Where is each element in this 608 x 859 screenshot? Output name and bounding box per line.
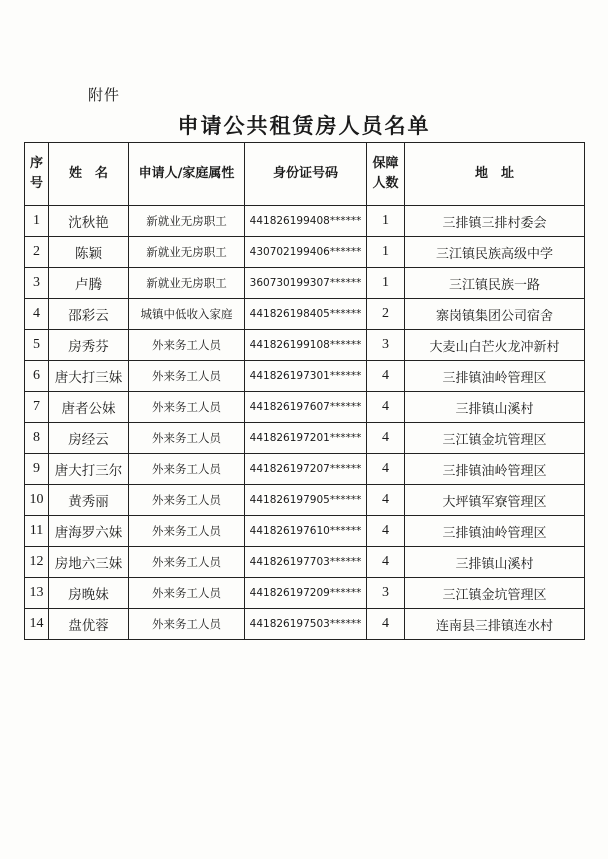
cell-address: 三江镇民族一路 — [405, 268, 585, 299]
cell-name: 房秀芬 — [49, 330, 129, 361]
cell-serial: 8 — [25, 423, 49, 454]
cell-serial: 4 — [25, 299, 49, 330]
cell-name: 卢腾 — [49, 268, 129, 299]
cell-count: 3 — [367, 578, 405, 609]
cell-attribute: 外来务工人员 — [129, 392, 245, 423]
cell-name: 房晚妹 — [49, 578, 129, 609]
table-body — [25, 206, 585, 640]
table-row — [25, 330, 585, 361]
cell-serial: 1 — [25, 206, 49, 237]
cell-count: 4 — [367, 361, 405, 392]
cell-address: 寨岗镇集团公司宿舍 — [405, 299, 585, 330]
cell-attribute: 外来务工人员 — [129, 361, 245, 392]
cell-name: 盘优蓉 — [49, 609, 129, 640]
cell-name: 唐大打三尔 — [49, 454, 129, 485]
cell-attribute: 外来务工人员 — [129, 609, 245, 640]
cell-attribute: 外来务工人员 — [129, 485, 245, 516]
table-row — [25, 516, 585, 547]
header-count-line1: 保障 — [372, 155, 399, 171]
cell-serial: 12 — [25, 547, 49, 578]
cell-attribute: 外来务工人员 — [129, 423, 245, 454]
cell-id-number: 441826197209****** — [245, 578, 367, 609]
cell-count: 4 — [367, 423, 405, 454]
header-attribute: 申请人/家庭属性 — [129, 143, 245, 206]
header-serial-line1: 序 — [29, 155, 43, 171]
cell-count: 4 — [367, 609, 405, 640]
table-row — [25, 578, 585, 609]
table-row — [25, 268, 585, 299]
cell-address: 三江镇民族高级中学 — [405, 237, 585, 268]
table-row — [25, 454, 585, 485]
cell-id-number: 360730199307****** — [245, 268, 367, 299]
cell-name: 邵彩云 — [49, 299, 129, 330]
cell-id-number: 441826197610****** — [245, 516, 367, 547]
cell-attribute: 外来务工人员 — [129, 578, 245, 609]
header-count — [367, 143, 405, 206]
cell-address: 三江镇金坑管理区 — [405, 578, 585, 609]
cell-count: 4 — [367, 547, 405, 578]
cell-attribute: 外来务工人员 — [129, 547, 245, 578]
cell-address: 三排镇油岭管理区 — [405, 361, 585, 392]
cell-attribute: 外来务工人员 — [129, 516, 245, 547]
cell-serial: 9 — [25, 454, 49, 485]
cell-id-number: 441826197703****** — [245, 547, 367, 578]
cell-id-number: 441826199408****** — [245, 206, 367, 237]
cell-count: 2 — [367, 299, 405, 330]
cell-address: 大坪镇军寮管理区 — [405, 485, 585, 516]
cell-address: 大麦山白芒火龙冲新村 — [405, 330, 585, 361]
cell-name: 黄秀丽 — [49, 485, 129, 516]
cell-id-number: 441826197503****** — [245, 609, 367, 640]
header-serial — [25, 143, 49, 206]
cell-serial: 6 — [25, 361, 49, 392]
table-header — [25, 143, 585, 206]
cell-address: 三排镇山溪村 — [405, 392, 585, 423]
cell-attribute: 外来务工人员 — [129, 454, 245, 485]
cell-count: 3 — [367, 330, 405, 361]
cell-name: 房地六三妹 — [49, 547, 129, 578]
cell-serial: 11 — [25, 516, 49, 547]
cell-address: 三排镇油岭管理区 — [405, 516, 585, 547]
cell-serial: 13 — [25, 578, 49, 609]
cell-name: 沈秋艳 — [49, 206, 129, 237]
cell-address: 三排镇三排村委会 — [405, 206, 585, 237]
applicant-table — [24, 142, 585, 640]
cell-attribute: 外来务工人员 — [129, 330, 245, 361]
cell-name: 唐大打三妹 — [49, 361, 129, 392]
cell-id-number: 441826197905****** — [245, 485, 367, 516]
table-row — [25, 485, 585, 516]
cell-id-number: 441826198405****** — [245, 299, 367, 330]
cell-serial: 10 — [25, 485, 49, 516]
cell-id-number: 441826197301****** — [245, 361, 367, 392]
cell-serial: 3 — [25, 268, 49, 299]
page-title: 申请公共租赁房人员名单 — [177, 113, 431, 138]
cell-count: 4 — [367, 454, 405, 485]
cell-id-number: 441826199108****** — [245, 330, 367, 361]
table-row — [25, 392, 585, 423]
cell-address: 三江镇金坑管理区 — [405, 423, 585, 454]
cell-name: 陈颖 — [49, 237, 129, 268]
cell-serial: 5 — [25, 330, 49, 361]
cell-id-number: 441826197607****** — [245, 392, 367, 423]
header-id-number: 身份证号码 — [245, 143, 367, 206]
header-address: 地 址 — [405, 143, 585, 206]
header-row — [25, 143, 585, 206]
cell-id-number: 441826197207****** — [245, 454, 367, 485]
cell-count: 4 — [367, 516, 405, 547]
header-count-line2: 人数 — [372, 176, 399, 191]
table-row — [25, 237, 585, 268]
header-name: 姓 名 — [49, 143, 129, 206]
cell-id-number: 430702199406****** — [245, 237, 367, 268]
table-row — [25, 547, 585, 578]
cell-attribute: 新就业无房职工 — [129, 237, 245, 268]
table-row — [25, 609, 585, 640]
table-row — [25, 423, 585, 454]
cell-count: 4 — [367, 392, 405, 423]
cell-attribute: 新就业无房职工 — [129, 206, 245, 237]
cell-count: 1 — [367, 206, 405, 237]
cell-attribute: 新就业无房职工 — [129, 268, 245, 299]
cell-serial: 2 — [25, 237, 49, 268]
cell-address: 连南县三排镇连水村 — [405, 609, 585, 640]
cell-id-number: 441826197201****** — [245, 423, 367, 454]
cell-name: 唐海罗六妹 — [49, 516, 129, 547]
attachment-label: 附件 — [88, 86, 121, 104]
cell-count: 1 — [367, 237, 405, 268]
table-row — [25, 361, 585, 392]
table-row — [25, 299, 585, 330]
cell-address: 三排镇油岭管理区 — [405, 454, 585, 485]
header-serial-line2: 号 — [29, 176, 43, 191]
cell-name: 房经云 — [49, 423, 129, 454]
cell-serial: 14 — [25, 609, 49, 640]
cell-count: 4 — [367, 485, 405, 516]
cell-name: 唐者公妹 — [49, 392, 129, 423]
cell-attribute: 城镇中低收入家庭 — [129, 299, 245, 330]
table-row — [25, 206, 585, 237]
cell-count: 1 — [367, 268, 405, 299]
cell-serial: 7 — [25, 392, 49, 423]
cell-address: 三排镇山溪村 — [405, 547, 585, 578]
